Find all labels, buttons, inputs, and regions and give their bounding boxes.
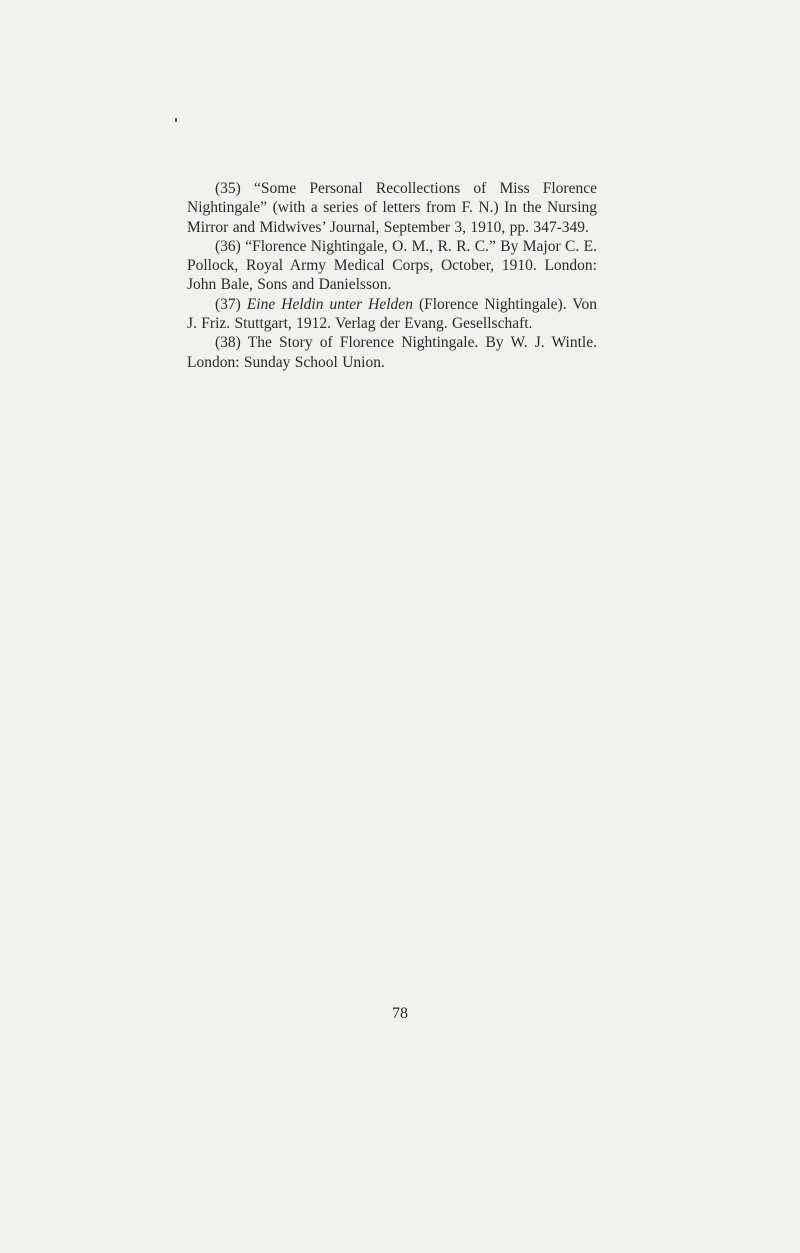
entry-number: (38) — [215, 334, 241, 352]
entry-text: “Some Personal Recollections of Miss Florence Nightingale” (with a series of letters from F. N.) In the Nursing Mirror and Midwives’ Journal, September 3, 1910, pp. 347-349. — [187, 180, 597, 236]
bibliography-list — [187, 179, 597, 372]
bibliography-entry-37 — [187, 295, 597, 334]
bibliography-entry-35 — [187, 179, 597, 237]
bibliography-entry-38 — [187, 333, 597, 372]
scan-speck — [175, 118, 177, 122]
page-number: 78 — [392, 1005, 408, 1022]
bibliography-entry-36 — [187, 237, 597, 295]
entry-title-italic: Eine Heldin unter Helden — [246, 295, 413, 313]
entry-text: (Florence Nightingale). Von J. Friz. Stuttgart, 1912. Verlag der Evang. Gesellschaft. — [187, 295, 598, 333]
entry-number: (36) — [215, 237, 241, 255]
entry-number: (37) — [215, 295, 241, 313]
entry-text: The Story of Florence Nightingale. By W. J. Wintle. London: Sunday School Union. — [187, 334, 597, 371]
entry-number: (35) — [215, 180, 241, 197]
entry-text: “Florence Nightingale, O. M., R. R. C.” By Major C. E. Pollock, Royal Army Medical Corps, October, 1910. London: John Bale, Sons and Danielsson. — [187, 237, 598, 294]
